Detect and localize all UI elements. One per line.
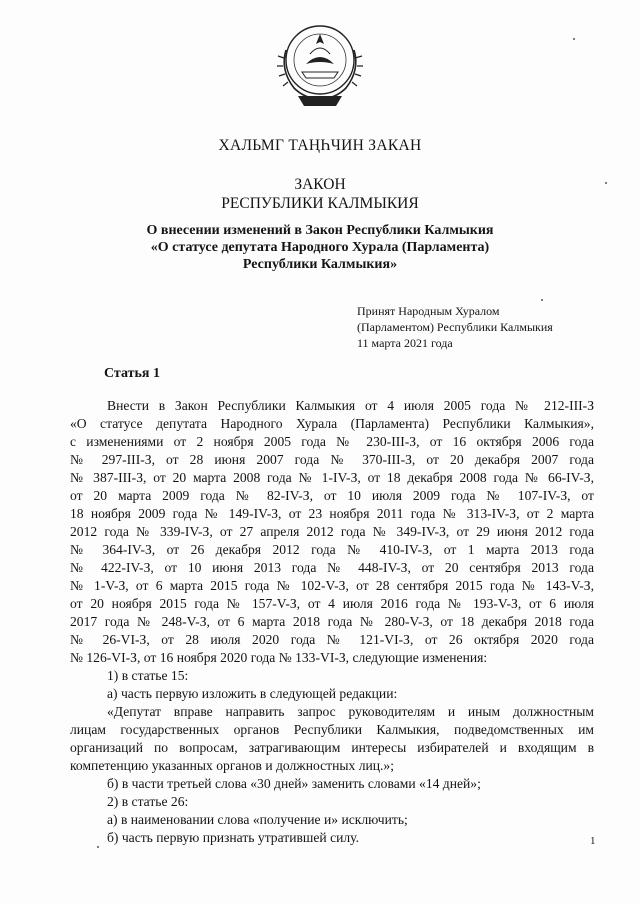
body-line: № 297-III-З, от 28 июня 2007 года № 370-III-З, от 20 декабря 2007 года [70, 452, 594, 467]
body-line: «О статусе депутата Народного Хурала (Парламента) Республики Калмыкия», [70, 416, 594, 431]
body-line: № 422-IV-З, от 10 июня 2013 года № 448-IV-З, от 20 сентября 2013 года [70, 560, 594, 575]
body-line: а) в наименовании слова «получение и» исключить; [107, 812, 408, 827]
body-line: № 26-VI-З, от 28 июля 2020 года № 121-VI-З, от 26 октября 2020 года [70, 632, 594, 647]
subtitle-line: О внесении изменений в Закон Республики Калмыкия [146, 223, 494, 238]
body-line: 2017 года № 248-V-З, от 6 марта 2018 года № 280-V-З, от 18 декабря 2018 года [70, 614, 594, 629]
title-law: ЗАКОН [294, 176, 346, 193]
adoption-line: 11 марта 2021 года [357, 336, 453, 350]
adoption-line: (Парламентом) Республики Калмыкия [357, 320, 553, 334]
body-line: от 20 ноября 2015 года № 157-V-З, от 4 июля 2016 года № 193-V-З, от 6 июля [70, 596, 594, 611]
scan-speck [97, 846, 99, 848]
title-kalmyk: ХАЛЬМГ ТАҢҺЧИН ЗАКАН [218, 137, 422, 154]
body-line: с изменениями от 2 ноября 2005 года № 230-III-З, от 16 октября 2006 года [70, 434, 594, 449]
body-line: № 1-V-З, от 6 марта 2015 года № 102-V-З, от 28 сентября 2015 года № 143-V-З, [70, 578, 594, 593]
page-number: 1 [590, 835, 596, 847]
body-line: 1) в статье 15: [107, 668, 189, 683]
adoption-line: Принят Народным Хуралом [357, 304, 500, 318]
scan-speck [541, 299, 543, 301]
article-heading: Статья 1 [104, 366, 160, 381]
coat-of-arms-emblem [276, 20, 364, 112]
body-line: б) часть первую признать утратившей силу. [107, 830, 360, 845]
body-line: «Депутат вправе направить запрос руководителям и иным должностным [107, 704, 594, 719]
body-line: организаций по вопросам, затрагивающим интересы избирателей и входящим в [70, 740, 594, 755]
scan-speck [573, 38, 575, 40]
body-line: 2012 года № 339-IV-З, от 27 апреля 2012 года № 349-IV-З, от 29 июня 2012 года [70, 524, 594, 539]
subtitle-line: Республики Калмыкия» [242, 257, 398, 272]
scan-speck [605, 182, 607, 184]
body-line: лицам государственных органов Республики Калмыкия, подведомственных им [70, 722, 594, 737]
body-line: б) в части третьей слова «30 дней» заменить словами «14 дней»; [107, 776, 481, 791]
body-line: 2) в статье 26: [107, 794, 189, 809]
body-line: № 387-III-З, от 20 марта 2008 года № 1-IV-З, от 18 декабря 2008 года № 66-IV-З, [70, 470, 594, 485]
body-line: № 364-IV-З, от 26 декабря 2012 года № 410-IV-З, от 1 марта 2013 года [70, 542, 594, 557]
body-line: 18 ноября 2009 года № 149-IV-З, от 23 ноября 2011 года № 313-IV-З, от 2 марта [70, 506, 594, 521]
subtitle-line: «О статусе депутата Народного Хурала (Парламента) [150, 240, 490, 255]
body-line: а) часть первую изложить в следующей редакции: [107, 686, 398, 701]
body-line: № 126-VI-З, от 16 ноября 2020 года № 133-VI-З, следующие изменения: [70, 650, 488, 665]
title-republic: РЕСПУБЛИКИ КАЛМЫКИЯ [221, 195, 419, 212]
body-line: от 20 марта 2009 года № 82-IV-З, от 10 июля 2009 года № 107-IV-З, от [70, 488, 594, 503]
adoption-note [357, 303, 553, 351]
body-line: компетенцию указанных органов и должностных лиц.»; [70, 758, 394, 773]
body-line: Внести в Закон Республики Калмыкия от 4 июля 2005 года № 212-III-З [107, 398, 594, 413]
